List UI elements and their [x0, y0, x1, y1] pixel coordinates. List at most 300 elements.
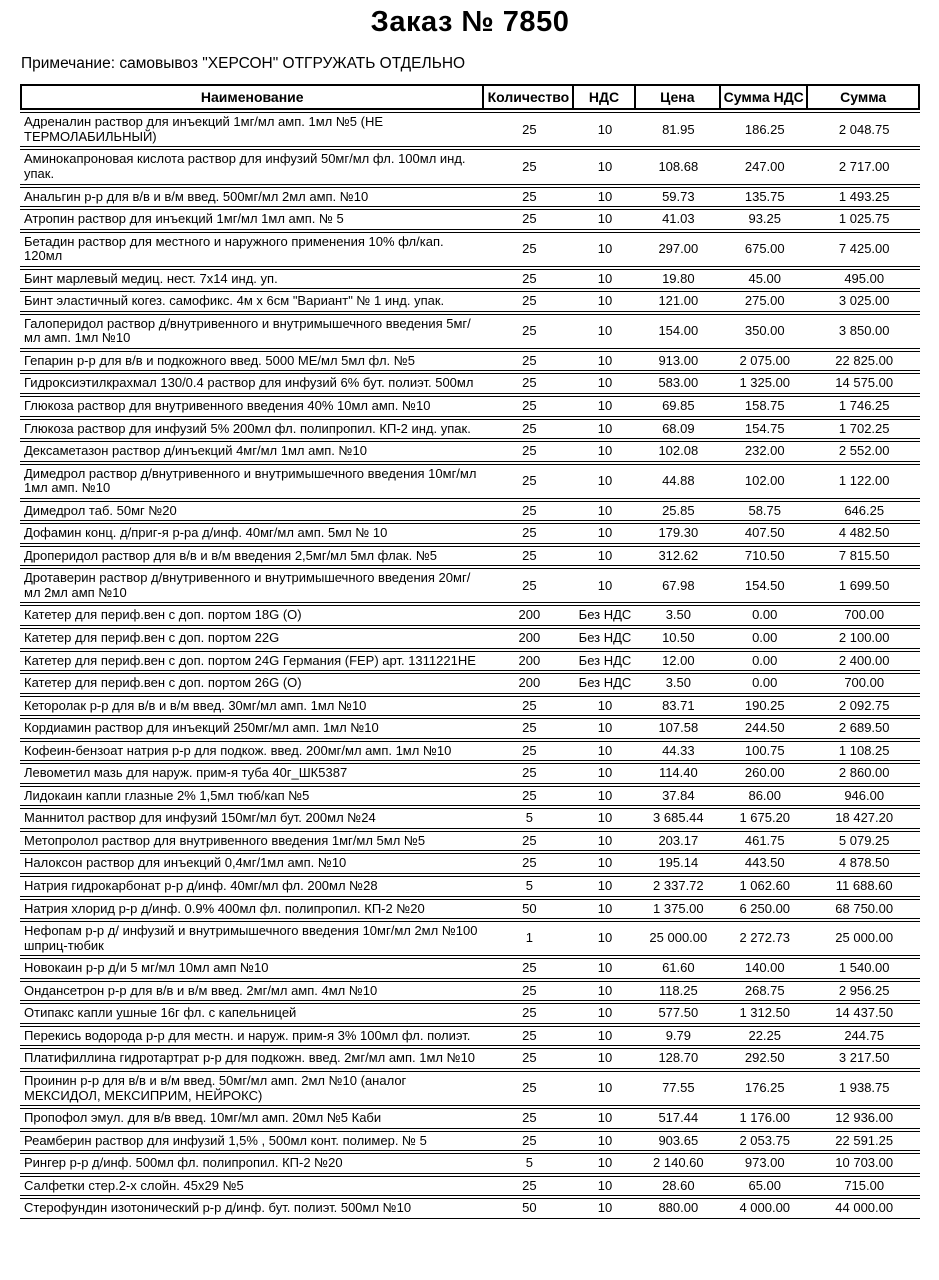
vat-sum-cell: 0.00 — [721, 628, 808, 649]
sum-cell: 68 750.00 — [808, 899, 920, 920]
vat-sum-cell: 275.00 — [721, 291, 808, 312]
table-row — [20, 149, 920, 184]
quantity-cell: 25 — [484, 546, 574, 567]
vat-cell: 10 — [574, 696, 635, 717]
sum-cell: 3 025.00 — [808, 291, 920, 312]
item-name-cell: Маннитол раствор для инфузий 150мг/мл бут. 200мл №24 — [20, 808, 484, 829]
quantity-cell: 25 — [484, 419, 574, 440]
price-cell: 69.85 — [636, 396, 722, 417]
vat-cell: 10 — [574, 876, 635, 897]
table-row — [20, 373, 920, 394]
quantity-cell: 25 — [484, 464, 574, 499]
price-cell: 10.50 — [636, 628, 722, 649]
item-name-cell: Кордиамин раствор для инъекций 250мг/мл амп. 1мл №10 — [20, 718, 484, 739]
vat-cell: 10 — [574, 419, 635, 440]
table-row — [20, 876, 920, 897]
item-name-cell: Нефопам р-р д/ инфузий и внутримышечного введения 10мг/мл 2мл №100 шприц-тюбик — [20, 921, 484, 956]
table-row — [20, 419, 920, 440]
item-name-cell: Глюкоза раствор для инфузий 5% 200мл фл. полипропил. КП-2 инд. упак. — [20, 419, 484, 440]
sum-cell: 7 815.50 — [808, 546, 920, 567]
quantity-cell: 25 — [484, 269, 574, 290]
table-body — [20, 112, 920, 1218]
vat-cell: 10 — [574, 568, 635, 603]
item-name-cell: Бинт марлевый медиц. нест. 7х14 инд. уп. — [20, 269, 484, 290]
price-cell: 114.40 — [636, 763, 722, 784]
sum-cell: 2 689.50 — [808, 718, 920, 739]
item-name-cell: Лидокаин капли глазные 2% 1,5мл тюб/кап №5 — [20, 786, 484, 807]
sum-cell: 2 092.75 — [808, 696, 920, 717]
sum-cell: 7 425.00 — [808, 232, 920, 267]
vat-sum-cell: 232.00 — [721, 441, 808, 462]
sum-cell: 244.75 — [808, 1026, 920, 1047]
item-name-cell: Платифиллина гидротартрат р-р для подкожн. введ. 2мг/мл амп. 1мл №10 — [20, 1048, 484, 1069]
table-row — [20, 628, 920, 649]
quantity-cell: 25 — [484, 568, 574, 603]
table-row — [20, 673, 920, 694]
sum-cell: 1 122.00 — [808, 464, 920, 499]
item-name-cell: Реамберин раствор для инфузий 1,5% , 500мл конт. полимер. № 5 — [20, 1131, 484, 1152]
price-cell: 19.80 — [636, 269, 722, 290]
price-cell: 25 000.00 — [636, 921, 722, 956]
item-name-cell: Катетер для периф.вен с доп. портом 18G (O) — [20, 605, 484, 626]
item-name-cell: Кофеин-бензоат натрия р-р для подкож. введ. 200мг/мл амп. 1мл №10 — [20, 741, 484, 762]
vat-sum-cell: 154.75 — [721, 419, 808, 440]
note-label: Примечание: — [21, 55, 120, 73]
quantity-cell: 1 — [484, 921, 574, 956]
quantity-cell: 25 — [484, 396, 574, 417]
vat-cell: 10 — [574, 718, 635, 739]
item-name-cell: Проинин р-р для в/в и в/м введ. 50мг/мл амп. 2мл №10 (аналог МЕКСИДОЛ, МЕКСИПРИМ, НЕЙРОКС) — [20, 1071, 484, 1106]
vat-cell: 10 — [574, 501, 635, 522]
quantity-cell: 25 — [484, 958, 574, 979]
price-cell: 3.50 — [636, 673, 722, 694]
vat-cell: 10 — [574, 958, 635, 979]
quantity-cell: 25 — [484, 1071, 574, 1106]
vat-cell: 10 — [574, 464, 635, 499]
table-row — [20, 546, 920, 567]
vat-cell: 10 — [574, 351, 635, 372]
price-cell: 44.88 — [636, 464, 722, 499]
item-name-cell: Налоксон раствор для инъекций 0,4мг/1мл амп. №10 — [20, 853, 484, 874]
price-cell: 517.44 — [636, 1108, 722, 1129]
vat-sum-cell: 1 325.00 — [721, 373, 808, 394]
vat-sum-cell: 1 312.50 — [721, 1003, 808, 1024]
price-cell: 312.62 — [636, 546, 722, 567]
price-cell: 3 685.44 — [636, 808, 722, 829]
vat-sum-cell: 65.00 — [721, 1176, 808, 1197]
column-header-vat: НДС — [574, 84, 635, 110]
vat-cell: Без НДС — [574, 628, 635, 649]
quantity-cell: 25 — [484, 351, 574, 372]
table-row — [20, 568, 920, 603]
item-name-cell: Гепарин р-р для в/в и подкожного введ. 5000 МЕ/мл 5мл фл. №5 — [20, 351, 484, 372]
vat-sum-cell: 158.75 — [721, 396, 808, 417]
table-row — [20, 351, 920, 372]
price-cell: 102.08 — [636, 441, 722, 462]
vat-sum-cell: 1 675.20 — [721, 808, 808, 829]
table-row — [20, 981, 920, 1002]
sum-cell: 14 437.50 — [808, 1003, 920, 1024]
item-name-cell: Атропин раствор для инъекций 1мг/мл 1мл амп. № 5 — [20, 209, 484, 230]
item-name-cell: Адреналин раствор для инъекций 1мг/мл амп. 1мл №5 (НЕ ТЕРМОЛАБИЛЬНЫЙ) — [20, 112, 484, 147]
sum-cell: 14 575.00 — [808, 373, 920, 394]
price-cell: 2 337.72 — [636, 876, 722, 897]
table-row — [20, 209, 920, 230]
quantity-cell: 25 — [484, 1131, 574, 1152]
price-cell: 154.00 — [636, 314, 722, 349]
vat-sum-cell: 675.00 — [721, 232, 808, 267]
quantity-cell: 25 — [484, 187, 574, 208]
vat-sum-cell: 2 053.75 — [721, 1131, 808, 1152]
sum-cell: 2 400.00 — [808, 651, 920, 672]
quantity-cell: 50 — [484, 1198, 574, 1219]
sum-cell: 495.00 — [808, 269, 920, 290]
item-name-cell: Дроперидол раствор для в/в и в/м введения 2,5мг/мл 5мл флак. №5 — [20, 546, 484, 567]
item-name-cell: Глюкоза раствор для внутривенного введения 40% 10мл амп. №10 — [20, 396, 484, 417]
vat-cell: 10 — [574, 899, 635, 920]
vat-sum-cell: 140.00 — [721, 958, 808, 979]
item-name-cell: Дротаверин раствор д/внутривенного и внутримышечного введения 20мг/мл 2мл амп №10 — [20, 568, 484, 603]
table-row — [20, 853, 920, 874]
vat-sum-cell: 6 250.00 — [721, 899, 808, 920]
vat-cell: 10 — [574, 291, 635, 312]
vat-sum-cell: 154.50 — [721, 568, 808, 603]
table-row — [20, 899, 920, 920]
price-cell: 203.17 — [636, 831, 722, 852]
sum-cell: 2 100.00 — [808, 628, 920, 649]
price-cell: 81.95 — [636, 112, 722, 147]
vat-sum-cell: 100.75 — [721, 741, 808, 762]
item-name-cell: Бетадин раствор для местного и наружного применения 10% фл/кап. 120мл — [20, 232, 484, 267]
quantity-cell: 25 — [484, 501, 574, 522]
quantity-cell: 5 — [484, 808, 574, 829]
table-row — [20, 921, 920, 956]
vat-sum-cell: 710.50 — [721, 546, 808, 567]
price-cell: 67.98 — [636, 568, 722, 603]
sum-cell: 2 717.00 — [808, 149, 920, 184]
vat-cell: 10 — [574, 1048, 635, 1069]
vat-sum-cell: 260.00 — [721, 763, 808, 784]
table-row — [20, 718, 920, 739]
quantity-cell: 200 — [484, 651, 574, 672]
vat-sum-cell: 443.50 — [721, 853, 808, 874]
price-cell: 9.79 — [636, 1026, 722, 1047]
vat-cell: 10 — [574, 546, 635, 567]
price-cell: 903.65 — [636, 1131, 722, 1152]
item-name-cell: Натрия гидрокарбонат р-р д/инф. 40мг/мл фл. 200мл №28 — [20, 876, 484, 897]
table-header — [20, 84, 920, 110]
quantity-cell: 200 — [484, 673, 574, 694]
quantity-cell: 25 — [484, 831, 574, 852]
price-cell: 59.73 — [636, 187, 722, 208]
vat-cell: 10 — [574, 1071, 635, 1106]
quantity-cell: 25 — [484, 441, 574, 462]
quantity-cell: 25 — [484, 1176, 574, 1197]
item-name-cell: Катетер для периф.вен с доп. портом 26G (O) — [20, 673, 484, 694]
sum-cell: 1 540.00 — [808, 958, 920, 979]
table-row — [20, 501, 920, 522]
item-name-cell: Кеторолак р-р для в/в и в/м введ. 30мг/мл амп. 1мл №10 — [20, 696, 484, 717]
vat-cell: 10 — [574, 1176, 635, 1197]
price-cell: 195.14 — [636, 853, 722, 874]
item-name-cell: Димедрол таб. 50мг №20 — [20, 501, 484, 522]
vat-sum-cell: 0.00 — [721, 651, 808, 672]
vat-cell: 10 — [574, 269, 635, 290]
note-text: самовывоз "ХЕРСОН" ОТГРУЖАТЬ ОТДЕЛЬНО — [119, 55, 466, 73]
item-name-cell: Димедрол раствор д/внутривенного и внутримышечного введения 10мг/мл 1мл амп. №10 — [20, 464, 484, 499]
vat-sum-cell: 247.00 — [721, 149, 808, 184]
vat-sum-cell: 186.25 — [721, 112, 808, 147]
vat-sum-cell: 268.75 — [721, 981, 808, 1002]
price-cell: 179.30 — [636, 523, 722, 544]
vat-cell: 10 — [574, 981, 635, 1002]
sum-cell: 1 493.25 — [808, 187, 920, 208]
table-row — [20, 958, 920, 979]
table-row — [20, 523, 920, 544]
table-row — [20, 1003, 920, 1024]
item-name-cell: Анальгин р-р для в/в и в/м введ. 500мг/мл 2мл амп. №10 — [20, 187, 484, 208]
quantity-cell: 25 — [484, 373, 574, 394]
vat-cell: 10 — [574, 187, 635, 208]
vat-cell: 10 — [574, 1153, 635, 1174]
vat-cell: Без НДС — [574, 605, 635, 626]
vat-sum-cell: 190.25 — [721, 696, 808, 717]
sum-cell: 1 108.25 — [808, 741, 920, 762]
vat-cell: 10 — [574, 1026, 635, 1047]
table-header-row — [20, 84, 920, 110]
quantity-cell: 25 — [484, 209, 574, 230]
sum-cell: 2 048.75 — [808, 112, 920, 147]
table-row — [20, 831, 920, 852]
quantity-cell: 25 — [484, 741, 574, 762]
sum-cell: 22 591.25 — [808, 1131, 920, 1152]
vat-cell: 10 — [574, 763, 635, 784]
sum-cell: 1 746.25 — [808, 396, 920, 417]
sum-cell: 1 938.75 — [808, 1071, 920, 1106]
vat-sum-cell: 244.50 — [721, 718, 808, 739]
sum-cell: 715.00 — [808, 1176, 920, 1197]
vat-sum-cell: 176.25 — [721, 1071, 808, 1106]
table-row — [20, 1131, 920, 1152]
table-row — [20, 291, 920, 312]
sum-cell: 5 079.25 — [808, 831, 920, 852]
vat-cell: 10 — [574, 112, 635, 147]
vat-cell: 10 — [574, 1131, 635, 1152]
price-cell: 1 375.00 — [636, 899, 722, 920]
quantity-cell: 25 — [484, 696, 574, 717]
quantity-cell: 5 — [484, 1153, 574, 1174]
vat-sum-cell: 0.00 — [721, 605, 808, 626]
item-name-cell: Салфетки стер.2-х слойн. 45х29 №5 — [20, 1176, 484, 1197]
vat-cell: 10 — [574, 314, 635, 349]
vat-cell: 10 — [574, 1108, 635, 1129]
table-row — [20, 1048, 920, 1069]
table-row — [20, 786, 920, 807]
item-name-cell: Катетер для периф.вен с доп. портом 24G Германия (FEP) арт. 1311221НЕ — [20, 651, 484, 672]
table-row — [20, 1108, 920, 1129]
item-name-cell: Отипакс капли ушные 16г фл. с капельницей — [20, 1003, 484, 1024]
order-items-table — [20, 82, 920, 1220]
page-title: Заказ № 7850 — [370, 6, 570, 38]
item-name-cell: Галоперидол раствор д/внутривенного и внутримышечного введения 5мг/мл амп. 1мл №10 — [20, 314, 484, 349]
price-cell: 577.50 — [636, 1003, 722, 1024]
vat-cell: Без НДС — [574, 673, 635, 694]
quantity-cell: 25 — [484, 718, 574, 739]
price-cell: 118.25 — [636, 981, 722, 1002]
table-row — [20, 741, 920, 762]
price-cell: 77.55 — [636, 1071, 722, 1106]
sum-cell: 946.00 — [808, 786, 920, 807]
item-name-cell: Гидроксиэтилкрахмал 130/0.4 раствор для инфузий 6% бут. полиэт. 500мл — [20, 373, 484, 394]
sum-cell: 646.25 — [808, 501, 920, 522]
vat-sum-cell: 135.75 — [721, 187, 808, 208]
vat-sum-cell: 407.50 — [721, 523, 808, 544]
note-line — [21, 55, 920, 73]
quantity-cell: 200 — [484, 628, 574, 649]
vat-sum-cell: 1 176.00 — [721, 1108, 808, 1129]
vat-sum-cell: 86.00 — [721, 786, 808, 807]
quantity-cell: 25 — [484, 1048, 574, 1069]
item-name-cell: Ондансетрон р-р для в/в и в/м введ. 2мг/мл амп. 4мл №10 — [20, 981, 484, 1002]
vat-sum-cell: 4 000.00 — [721, 1198, 808, 1219]
price-cell: 107.58 — [636, 718, 722, 739]
table-row — [20, 605, 920, 626]
column-header-quantity: Количество — [484, 84, 574, 110]
quantity-cell: 200 — [484, 605, 574, 626]
price-cell: 12.00 — [636, 651, 722, 672]
table-row — [20, 1198, 920, 1219]
column-header-price: Цена — [636, 84, 722, 110]
price-cell: 68.09 — [636, 419, 722, 440]
sum-cell: 4 482.50 — [808, 523, 920, 544]
quantity-cell: 25 — [484, 853, 574, 874]
sum-cell: 12 936.00 — [808, 1108, 920, 1129]
item-name-cell: Перекись водорода р-р для местн. и наруж. прим-я 3% 100мл фл. полиэт. — [20, 1026, 484, 1047]
vat-sum-cell: 2 075.00 — [721, 351, 808, 372]
sum-cell: 2 552.00 — [808, 441, 920, 462]
sum-cell: 1 702.25 — [808, 419, 920, 440]
item-name-cell: Левометил мазь для наруж. прим-я туба 40г_ШК5387 — [20, 763, 484, 784]
item-name-cell: Натрия хлорид р-р д/инф. 0.9% 400мл фл. полипропил. КП-2 №20 — [20, 899, 484, 920]
table-row — [20, 1071, 920, 1106]
column-header-vat-sum: Сумма НДС — [721, 84, 808, 110]
vat-cell: 10 — [574, 853, 635, 874]
vat-cell: 10 — [574, 232, 635, 267]
vat-sum-cell: 461.75 — [721, 831, 808, 852]
item-name-cell: Новокаин р-р д/и 5 мг/мл 10мл амп №10 — [20, 958, 484, 979]
table-row — [20, 763, 920, 784]
vat-cell: Без НДС — [574, 651, 635, 672]
vat-cell: 10 — [574, 831, 635, 852]
price-cell: 297.00 — [636, 232, 722, 267]
vat-sum-cell: 58.75 — [721, 501, 808, 522]
price-cell: 61.60 — [636, 958, 722, 979]
vat-sum-cell: 350.00 — [721, 314, 808, 349]
sum-cell: 18 427.20 — [808, 808, 920, 829]
vat-sum-cell: 292.50 — [721, 1048, 808, 1069]
table-row — [20, 808, 920, 829]
price-cell: 83.71 — [636, 696, 722, 717]
sum-cell: 3 850.00 — [808, 314, 920, 349]
vat-cell: 10 — [574, 373, 635, 394]
table-row — [20, 696, 920, 717]
sum-cell: 10 703.00 — [808, 1153, 920, 1174]
quantity-cell: 25 — [484, 786, 574, 807]
vat-sum-cell: 973.00 — [721, 1153, 808, 1174]
vat-cell: 10 — [574, 921, 635, 956]
sum-cell: 700.00 — [808, 673, 920, 694]
sum-cell: 4 878.50 — [808, 853, 920, 874]
table-row — [20, 651, 920, 672]
price-cell: 25.85 — [636, 501, 722, 522]
item-name-cell: Дексаметазон раствор д/инъекций 4мг/мл 1мл амп. №10 — [20, 441, 484, 462]
price-cell: 2 140.60 — [636, 1153, 722, 1174]
vat-cell: 10 — [574, 441, 635, 462]
quantity-cell: 25 — [484, 981, 574, 1002]
price-cell: 108.68 — [636, 149, 722, 184]
sum-cell: 2 860.00 — [808, 763, 920, 784]
price-cell: 37.84 — [636, 786, 722, 807]
price-cell: 3.50 — [636, 605, 722, 626]
item-name-cell: Метопролол раствор для внутривенного введения 1мг/мл 5мл №5 — [20, 831, 484, 852]
sum-cell: 1 699.50 — [808, 568, 920, 603]
table-row — [20, 112, 920, 147]
table-row — [20, 1026, 920, 1047]
vat-cell: 10 — [574, 523, 635, 544]
sum-cell: 2 956.25 — [808, 981, 920, 1002]
table-row — [20, 269, 920, 290]
item-name-cell: Рингер р-р д/инф. 500мл фл. полипропил. КП-2 №20 — [20, 1153, 484, 1174]
table-row — [20, 441, 920, 462]
item-name-cell: Аминокапроновая кислота раствор для инфузий 50мг/мл фл. 100мл инд. упак. — [20, 149, 484, 184]
quantity-cell: 25 — [484, 232, 574, 267]
vat-cell: 10 — [574, 808, 635, 829]
price-cell: 913.00 — [636, 351, 722, 372]
quantity-cell: 25 — [484, 291, 574, 312]
sum-cell: 1 025.75 — [808, 209, 920, 230]
sum-cell: 3 217.50 — [808, 1048, 920, 1069]
table-row — [20, 1176, 920, 1197]
price-cell: 28.60 — [636, 1176, 722, 1197]
vat-cell: 10 — [574, 786, 635, 807]
price-cell: 44.33 — [636, 741, 722, 762]
table-row — [20, 464, 920, 499]
sum-cell: 44 000.00 — [808, 1198, 920, 1219]
quantity-cell: 25 — [484, 1003, 574, 1024]
sum-cell: 11 688.60 — [808, 876, 920, 897]
sum-cell: 25 000.00 — [808, 921, 920, 956]
vat-cell: 10 — [574, 209, 635, 230]
table-row — [20, 314, 920, 349]
vat-sum-cell: 0.00 — [721, 673, 808, 694]
vat-sum-cell: 93.25 — [721, 209, 808, 230]
vat-cell: 10 — [574, 149, 635, 184]
vat-sum-cell: 22.25 — [721, 1026, 808, 1047]
quantity-cell: 25 — [484, 1108, 574, 1129]
price-cell: 880.00 — [636, 1198, 722, 1219]
item-name-cell: Бинт эластичный когез. самофикс. 4м х 6см "Вариант" № 1 инд. упак. — [20, 291, 484, 312]
sum-cell: 700.00 — [808, 605, 920, 626]
quantity-cell: 25 — [484, 149, 574, 184]
price-cell: 583.00 — [636, 373, 722, 394]
column-header-sum: Сумма — [808, 84, 920, 110]
table-row — [20, 187, 920, 208]
sum-cell: 22 825.00 — [808, 351, 920, 372]
price-cell: 128.70 — [636, 1048, 722, 1069]
vat-sum-cell: 1 062.60 — [721, 876, 808, 897]
vat-cell: 10 — [574, 1003, 635, 1024]
quantity-cell: 25 — [484, 763, 574, 784]
